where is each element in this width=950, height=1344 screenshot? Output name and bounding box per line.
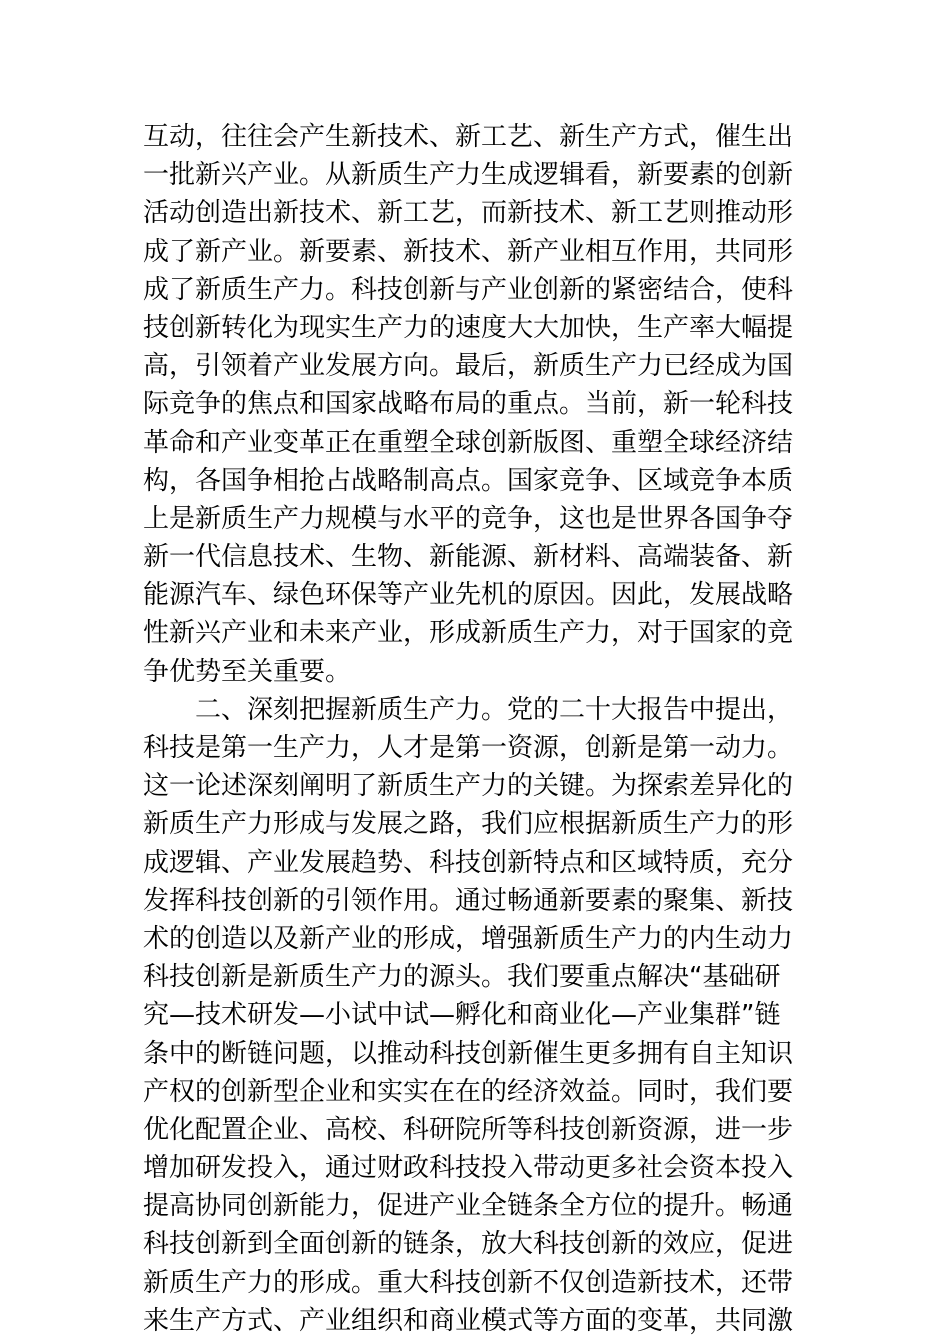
text-line: 成了新产业。新要素、新技术、新产业相互作用，共同形 [143,236,794,267]
text-line: 产权的创新型企业和实实在在的经济效益。同时，我们要 [143,1076,794,1107]
text-line: 提高协同创新能力，促进产业全链条全方位的提升。畅通 [143,1191,794,1222]
text-line: 科技创新是新质生产力的源头。我们要重点解决“基础研 [143,962,781,993]
text-line: 革命和产业变革正在重塑全球创新版图、重塑全球经济结 [143,427,794,458]
text-line: 科技是第一生产力，人才是第一资源，创新是第一动力。 [143,733,794,763]
text-line: 究—技术研发—小试中试—孵化和商业化—产业集群”链 [143,1000,781,1031]
text-line: 条中的断链问题，以推动科技创新催生更多拥有自主知识 [143,1038,794,1069]
text-line: 技创新转化为现实生产力的速度大大加快，生产率大幅提 [143,312,794,343]
text-line: 性新兴产业和未来产业，形成新质生产力，对于国家的竞 [143,618,794,649]
text-line: 一批新兴产业。从新质生产力生成逻辑看，新要素的创新 [143,160,794,191]
text-line: 成逻辑、产业发展趋势、科技创新特点和区域特质，充分 [143,847,794,878]
text-line: 互动，往往会产生新技术、新工艺、新生产方式，催生出 [143,122,794,152]
text-line: 争优势至关重要。 [143,656,352,687]
text-line: 增加研发投入，通过财政科技投入带动更多社会资本投入 [143,1153,794,1184]
text-line: 能源汽车、绿色环保等产业先机的原因。因此，发展战略 [143,580,794,611]
text-line: 活动创造出新技术、新工艺，而新技术、新工艺则推动形 [143,198,794,229]
text-line: 这一论述深刻阐明了新质生产力的关键。为探索差异化的 [143,771,794,802]
text-line: 际竞争的焦点和国家战略布局的重点。当前，新一轮科技 [143,389,794,420]
text-line: 新质生产力的形成。重大科技创新不仅创造新技术，还带 [143,1267,794,1298]
text-line: 构，各国争相抢占战略制高点。国家竞争、区域竞争本质 [143,465,794,496]
body-text [143,118,813,1340]
text-line: 高，引领着产业发展方向。最后，新质生产力已经成为国 [143,351,794,382]
text-line: 发挥科技创新的引领作用。通过畅通新要素的聚集、新技 [143,885,794,916]
text-line: 上是新质生产力规模与水平的竞争，这也是世界各国争夺 [143,503,794,534]
text-line: 科技创新到全面创新的链条，放大科技创新的效应，促进 [143,1229,794,1260]
text-line: 新一代信息技术、生物、新能源、新材料、高端装备、新 [143,542,794,573]
text-line: 来生产方式、产业组织和商业模式等方面的变革，共同激 [143,1305,794,1336]
text-line: 术的创造以及新产业的形成，增强新质生产力的内生动力 [143,923,794,954]
text-line: 优化配置企业、高校、科研院所等科技创新资源，进一步 [143,1114,794,1145]
text-line: 成了新质生产力。科技创新与产业创新的紧密结合，使科 [143,274,794,305]
text-line: 新质生产力形成与发展之路，我们应根据新质生产力的形 [143,809,794,840]
section-heading-line: 二、深刻把握新质生产力。党的二十大报告中提出， [195,694,794,725]
